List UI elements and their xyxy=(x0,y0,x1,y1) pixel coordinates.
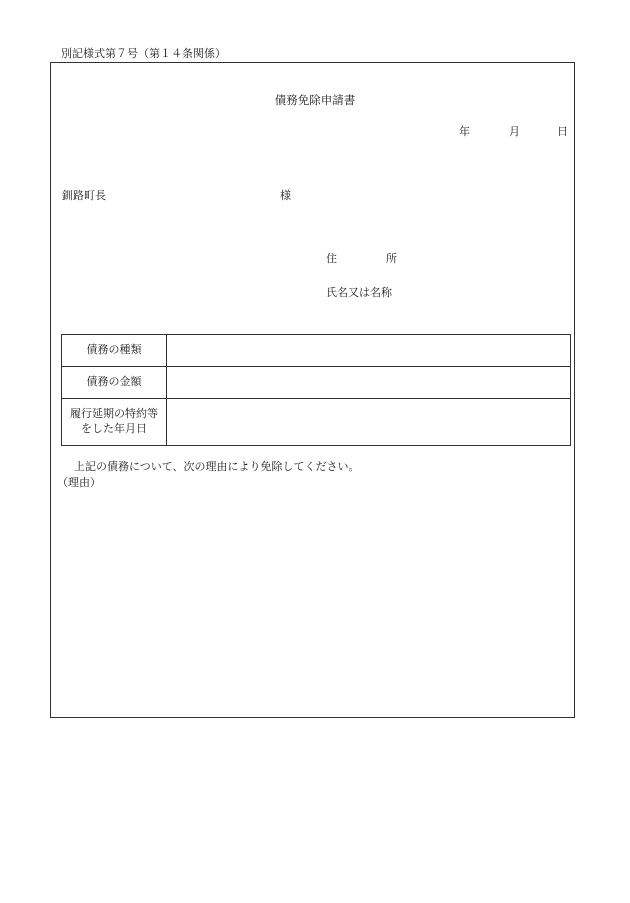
date-year-label: 年 xyxy=(459,125,470,138)
row-header xyxy=(62,399,167,446)
addressee: 釧路町長 xyxy=(62,189,106,202)
row-value-cell[interactable] xyxy=(167,367,571,399)
honorific: 様 xyxy=(280,189,291,202)
row-header xyxy=(62,335,167,367)
address-label-part1: 住 xyxy=(326,252,337,265)
request-statement: 上記の債務について、次の理由により免除してください。 xyxy=(74,460,360,473)
debt-details-table xyxy=(61,334,571,446)
name-label: 氏名又は名称 xyxy=(326,286,392,299)
date-month-label: 月 xyxy=(509,125,520,138)
row-value-cell[interactable] xyxy=(167,399,571,446)
table-row xyxy=(62,367,571,399)
row-header-line2: をした年月日 xyxy=(81,422,147,435)
row-header-line1: 債務の種類 xyxy=(86,343,142,357)
table-row xyxy=(62,399,571,446)
reason-label: （理由） xyxy=(57,476,101,489)
row-header xyxy=(62,367,167,399)
form-number-label: 別記様式第７号（第１４条関係） xyxy=(61,47,226,60)
table-row xyxy=(62,335,571,367)
row-header-line1: 履行延期の特約等 xyxy=(70,407,158,421)
row-header-line1: 債務の金額 xyxy=(86,375,142,389)
date-day-label: 日 xyxy=(557,125,568,138)
row-value-cell[interactable] xyxy=(167,335,571,367)
address-label-part2: 所 xyxy=(386,252,397,265)
document-title: 債務免除申請書 xyxy=(274,93,356,107)
